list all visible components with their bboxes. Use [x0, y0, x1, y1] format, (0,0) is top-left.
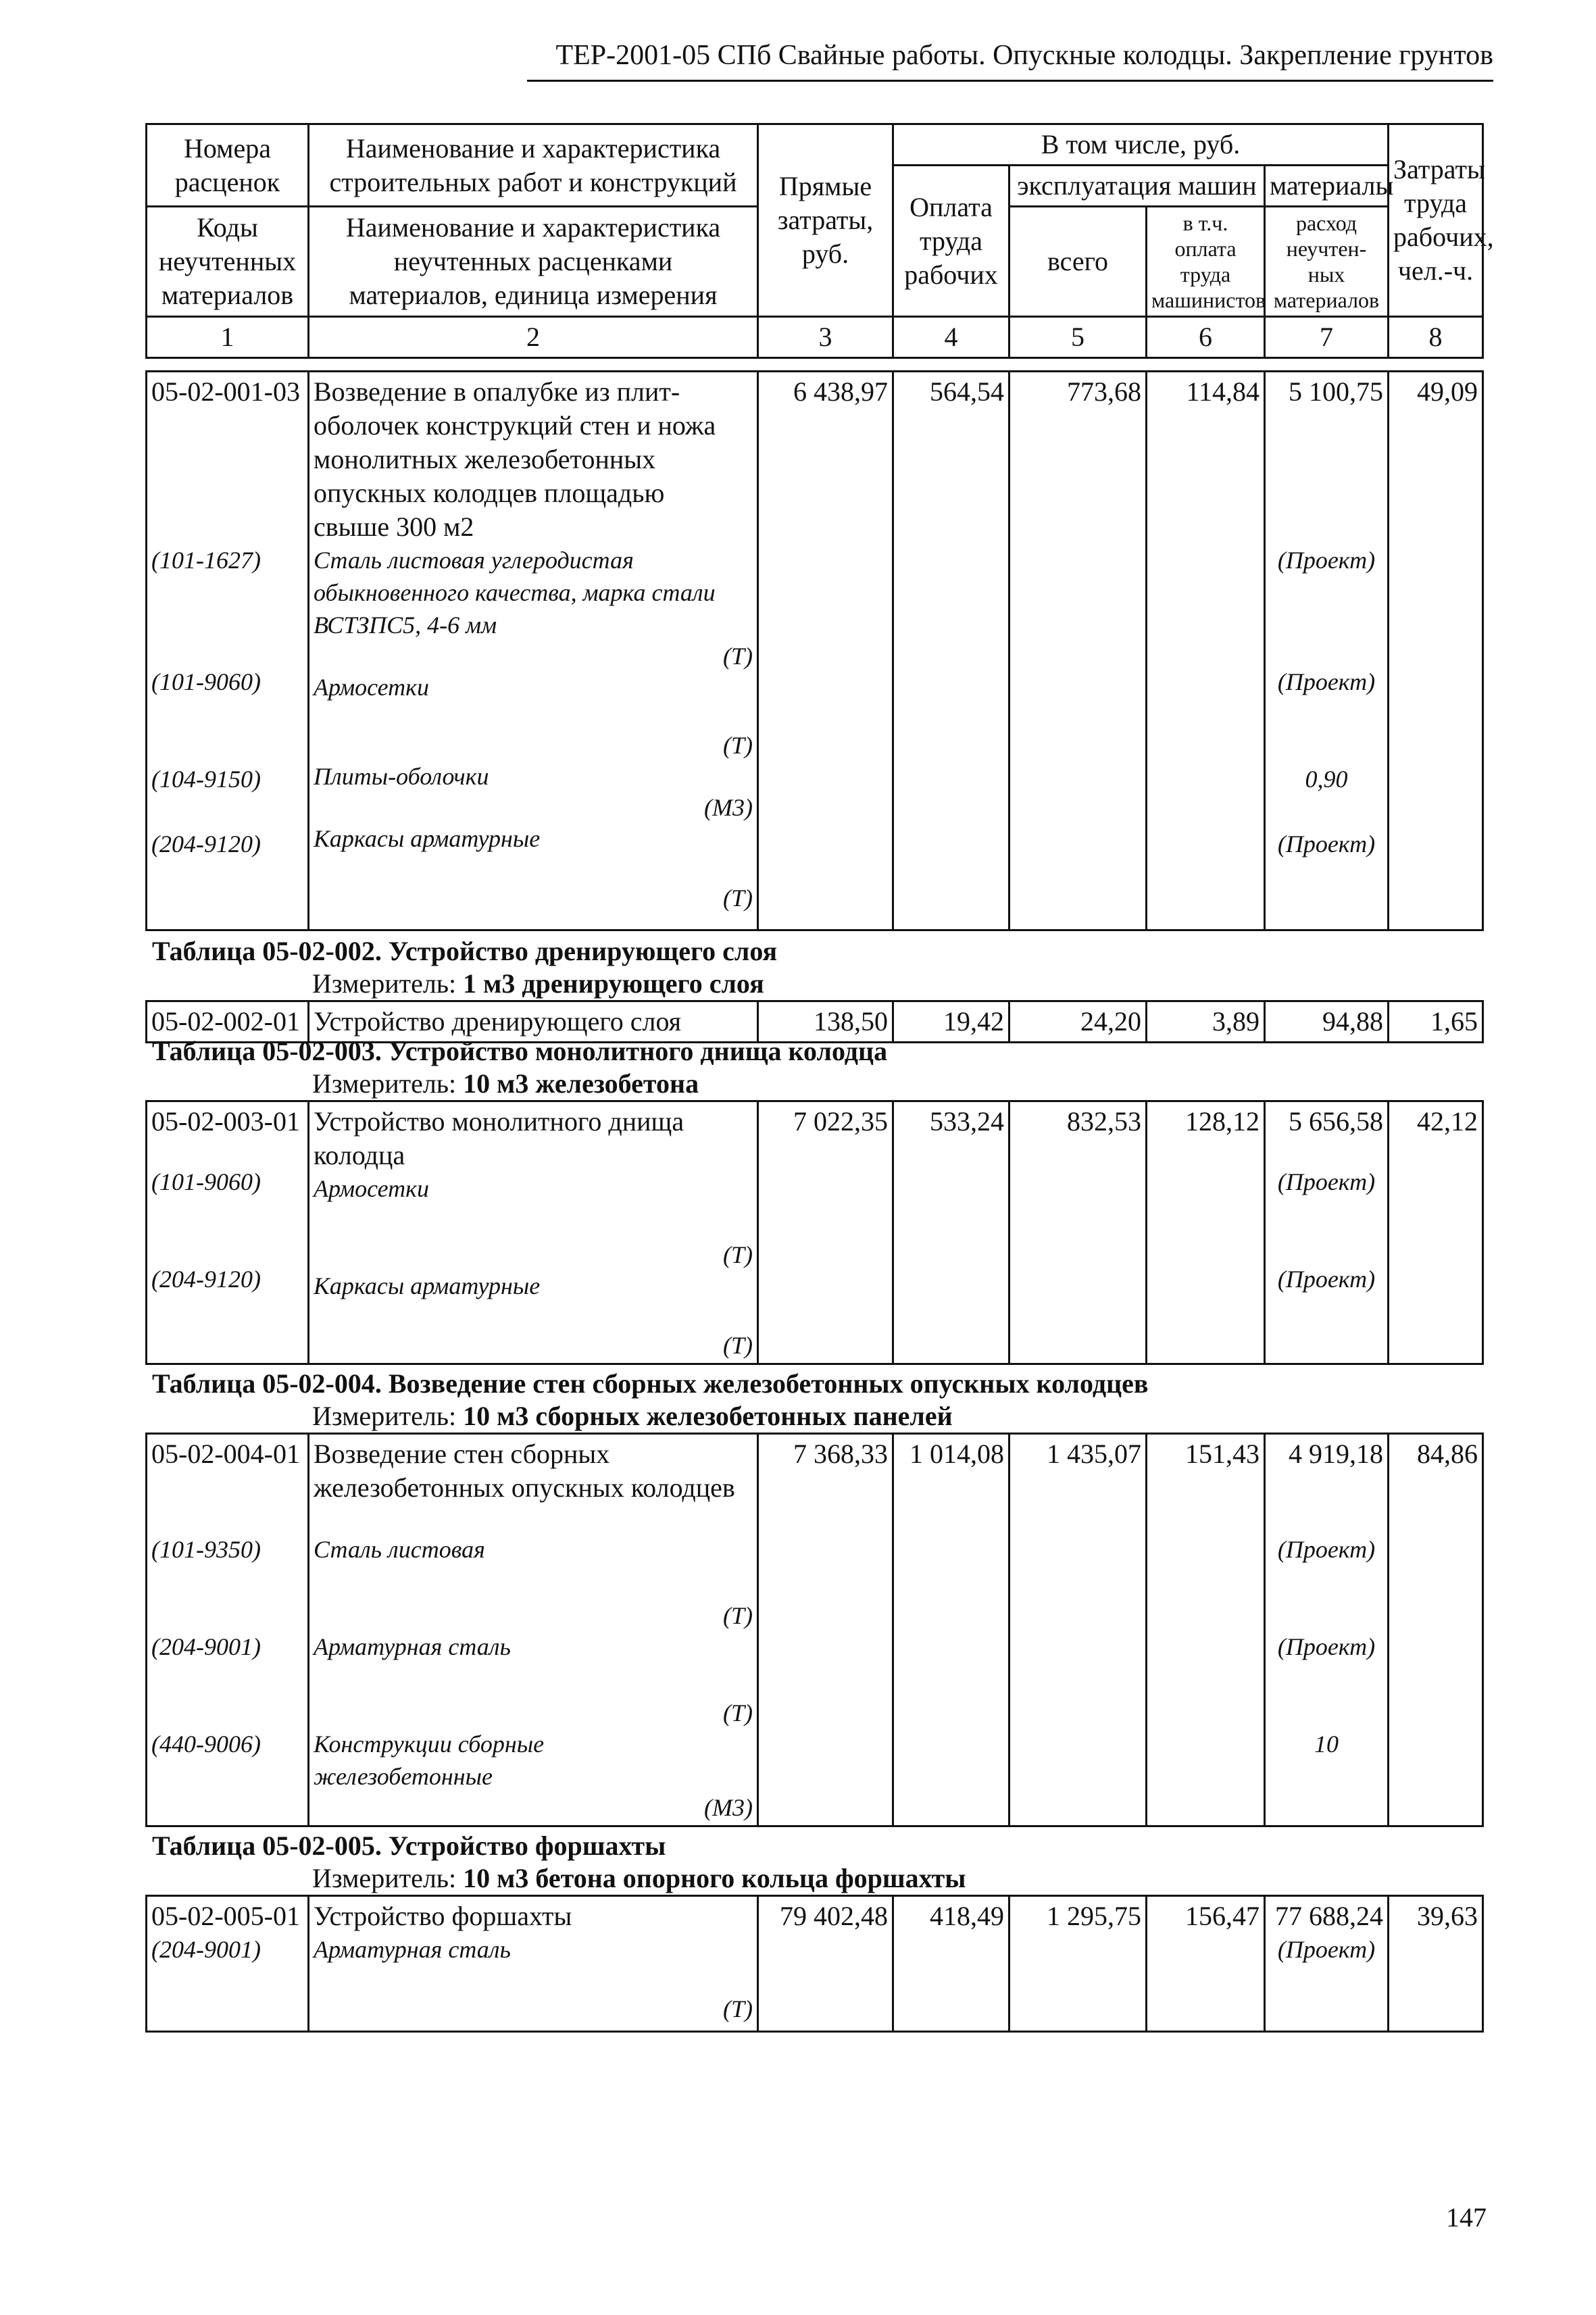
material-value: (Проект) — [1277, 1536, 1376, 1563]
column-header-table — [145, 123, 1494, 359]
material-name: Каркасы арматурные — [314, 825, 541, 852]
materials-cost: 5 656,58 — [1289, 1106, 1383, 1137]
material-unit: (М3) — [704, 794, 753, 821]
materials-cost: 4 919,18 — [1289, 1439, 1383, 1469]
header-including: В том числе, руб. — [893, 124, 1389, 166]
material-code: (101-9060) — [151, 668, 261, 695]
machines-total: 24,20 — [1009, 1001, 1147, 1043]
work-name-line: железобетонных опускных колодцев — [314, 1472, 735, 1503]
material-code: (101-1627) — [151, 547, 261, 574]
material-name: Сталь листовая углеродистая — [314, 547, 634, 574]
operator-pay: 128,12 — [1147, 1101, 1265, 1364]
rate-names-cell — [309, 1101, 758, 1364]
table-measure: Измеритель: 10 м3 бетона опорного кольца форшахты — [312, 1863, 966, 1893]
table-measure: Измеритель: 10 м3 железобетона — [312, 1068, 699, 1099]
worker-pay: 564,54 — [893, 372, 1009, 930]
table-measure: Измеритель: 1 м3 дренирующего слоя — [312, 968, 764, 999]
materials-cell — [1265, 1434, 1389, 1826]
header-material-codes: Коды неучтенных материалов — [147, 207, 309, 317]
rate-code: 05-02-001-03 — [151, 376, 300, 407]
rate-table-05-02-001 — [145, 370, 1484, 931]
header-material-names: Наименование и характеристика неучтенных расценками материалов, единица измерения — [309, 207, 758, 317]
material-unit: (Т) — [723, 1332, 753, 1359]
col-number-4: 4 — [893, 317, 1009, 358]
worker-pay: 533,24 — [893, 1101, 1009, 1364]
labor-costs: 84,86 — [1389, 1434, 1483, 1826]
work-name-line: свыше 300 м2 — [314, 512, 474, 542]
labor-costs: 39,63 — [1389, 1896, 1483, 2032]
rate-codes-cell — [147, 1434, 309, 1826]
col-number-5: 5 — [1009, 317, 1147, 358]
direct-costs: 7 368,33 — [758, 1434, 893, 1826]
material-code: (204-9120) — [151, 830, 261, 857]
rate-names-cell — [309, 372, 758, 930]
materials-cell — [1265, 1101, 1389, 1364]
rate-codes-cell — [147, 372, 309, 930]
header-machines: эксплуатация машин — [1009, 166, 1265, 207]
rate-table-05-02-003 — [145, 1100, 1484, 1365]
materials-cost: 5 100,75 — [1289, 376, 1383, 407]
material-code: (204-9001) — [151, 1936, 261, 1963]
work-name: Устройство форшахты — [314, 1901, 572, 1931]
material-unit: (Т) — [723, 1699, 753, 1726]
material-code: (101-9350) — [151, 1536, 261, 1563]
material-name: Арматурная сталь — [314, 1633, 511, 1660]
labor-costs: 42,12 — [1389, 1101, 1483, 1364]
operator-pay: 3,89 — [1147, 1001, 1265, 1043]
rate-code: 05-02-005-01 — [151, 1901, 300, 1931]
labor-costs: 1,65 — [1389, 1001, 1483, 1043]
material-unit: (Т) — [723, 885, 753, 912]
material-name: Конструкции сборные — [314, 1731, 545, 1758]
material-name: Сталь листовая — [314, 1536, 485, 1563]
header-operator-pay: в т.ч. оплата труда машинистов — [1147, 207, 1265, 317]
work-name-line: Возведение стен сборных — [314, 1439, 610, 1469]
worker-pay: 418,49 — [893, 1896, 1009, 2032]
rate-code: 05-02-002-01 — [147, 1001, 309, 1043]
table-title: Таблица 05-02-002. Устройство дренирующего слоя — [152, 936, 778, 966]
material-value: (Проект) — [1277, 1936, 1376, 1963]
materials-cell — [1265, 1896, 1389, 2032]
material-value: 10 — [1314, 1731, 1339, 1758]
machines-total: 832,53 — [1009, 1101, 1147, 1364]
material-code: (101-9060) — [151, 1168, 261, 1195]
work-name-line: Устройство монолитного днища — [314, 1106, 684, 1137]
header-rate-numbers: Номера расценок — [147, 124, 309, 207]
material-value: (Проект) — [1277, 1168, 1376, 1195]
material-value: (Проект) — [1277, 1266, 1376, 1293]
materials-cost: 94,88 — [1265, 1001, 1389, 1043]
header-direct-costs: Прямые затраты, руб. — [758, 124, 893, 317]
col-number-1: 1 — [147, 317, 309, 358]
operator-pay: 156,47 — [1147, 1896, 1265, 2032]
material-code: (204-9120) — [151, 1266, 261, 1293]
work-name: Устройство дренирующего слоя — [309, 1001, 758, 1043]
running-header: ТЕР-2001-05 СПб Свайные работы. Опускные колодцы. Закрепление грунтов — [555, 40, 1493, 71]
material-value: 0,90 — [1305, 766, 1348, 793]
work-name-line: монолитных железобетонных — [314, 444, 656, 474]
header-worker-pay: Оплата труда рабочих — [893, 166, 1009, 317]
work-name-line: опускных колодцев площадью — [314, 478, 665, 508]
rate-names-cell — [309, 1896, 758, 2032]
header-machines-total: всего — [1009, 207, 1147, 317]
col-number-8: 8 — [1389, 317, 1483, 358]
table-title: Таблица 05-02-003. Устройство монолитного днища колодца — [152, 1036, 888, 1066]
header-unaccounted-materials: расход неучтен- ных материалов — [1265, 207, 1389, 317]
machines-total: 773,68 — [1009, 372, 1147, 930]
table-title: Таблица 05-02-005. Устройство форшахты — [152, 1831, 666, 1861]
col-number-2: 2 — [309, 317, 758, 358]
materials-cell — [1265, 372, 1389, 930]
material-code: (104-9150) — [151, 766, 261, 793]
direct-costs: 138,50 — [758, 1001, 893, 1043]
material-name: Плиты-оболочки — [314, 763, 489, 790]
labor-costs: 49,09 — [1389, 372, 1483, 930]
rate-code: 05-02-003-01 — [151, 1106, 300, 1137]
operator-pay: 114,84 — [1147, 372, 1265, 930]
direct-costs: 6 438,97 — [758, 372, 893, 930]
worker-pay: 19,42 — [893, 1001, 1009, 1043]
material-name: обыкновенного качества, марка стали — [314, 579, 716, 606]
table-title: Таблица 05-02-004. Возведение стен сборных железобетонных опускных колодцев — [152, 1368, 1149, 1399]
material-name: ВСТЗПС5, 4-6 мм — [314, 612, 497, 639]
worker-pay: 1 014,08 — [893, 1434, 1009, 1826]
material-value: (Проект) — [1277, 668, 1376, 695]
work-name-line: оболочек конструкций стен и ножа — [314, 410, 716, 441]
material-value: (Проект) — [1277, 547, 1376, 574]
page-number: 147 — [1446, 2202, 1487, 2233]
material-unit: (Т) — [723, 1602, 753, 1629]
material-unit: (Т) — [723, 643, 753, 670]
direct-costs: 79 402,48 — [758, 1896, 893, 2032]
col-number-3: 3 — [758, 317, 893, 358]
header-work-name: Наименование и характеристика строительных работ и конструкций — [309, 124, 758, 207]
work-name-line: колодца — [314, 1140, 405, 1170]
rate-table-05-02-004 — [145, 1433, 1484, 1827]
material-value: (Проект) — [1277, 830, 1376, 857]
material-name: железобетонные — [314, 1763, 493, 1790]
material-name: Арматурная сталь — [314, 1936, 511, 1963]
rate-table-05-02-005 — [145, 1895, 1484, 2033]
rate-codes-cell — [147, 1896, 309, 2032]
material-unit: (М3) — [704, 1794, 753, 1821]
work-name-line: Возведение в опалубке из плит- — [314, 376, 680, 407]
material-name: Армосетки — [314, 674, 430, 701]
operator-pay: 151,43 — [1147, 1434, 1265, 1826]
material-code: (204-9001) — [151, 1633, 261, 1660]
header-labor-costs: Затраты труда рабочих, чел.-ч. — [1389, 124, 1483, 317]
col-number-6: 6 — [1147, 317, 1265, 358]
machines-total: 1 435,07 — [1009, 1434, 1147, 1826]
machines-total: 1 295,75 — [1009, 1896, 1147, 2032]
materials-cost: 77 688,24 — [1275, 1901, 1383, 1931]
rate-names-cell — [309, 1434, 758, 1826]
material-value: (Проект) — [1277, 1633, 1376, 1660]
material-unit: (Т) — [723, 732, 753, 759]
table-measure: Измеритель: 10 м3 сборных железобетонных панелей — [312, 1401, 953, 1431]
material-unit: (Т) — [723, 1995, 753, 2022]
rate-codes-cell — [147, 1101, 309, 1364]
header-materials: материалы — [1265, 166, 1389, 207]
rate-code: 05-02-004-01 — [151, 1439, 300, 1469]
material-name: Армосетки — [314, 1175, 430, 1202]
material-code: (440-9006) — [151, 1731, 261, 1758]
header-rule — [527, 80, 1493, 82]
material-unit: (Т) — [723, 1241, 753, 1268]
direct-costs: 7 022,35 — [758, 1101, 893, 1364]
material-name: Каркасы арматурные — [314, 1272, 541, 1299]
col-number-7: 7 — [1265, 317, 1389, 358]
